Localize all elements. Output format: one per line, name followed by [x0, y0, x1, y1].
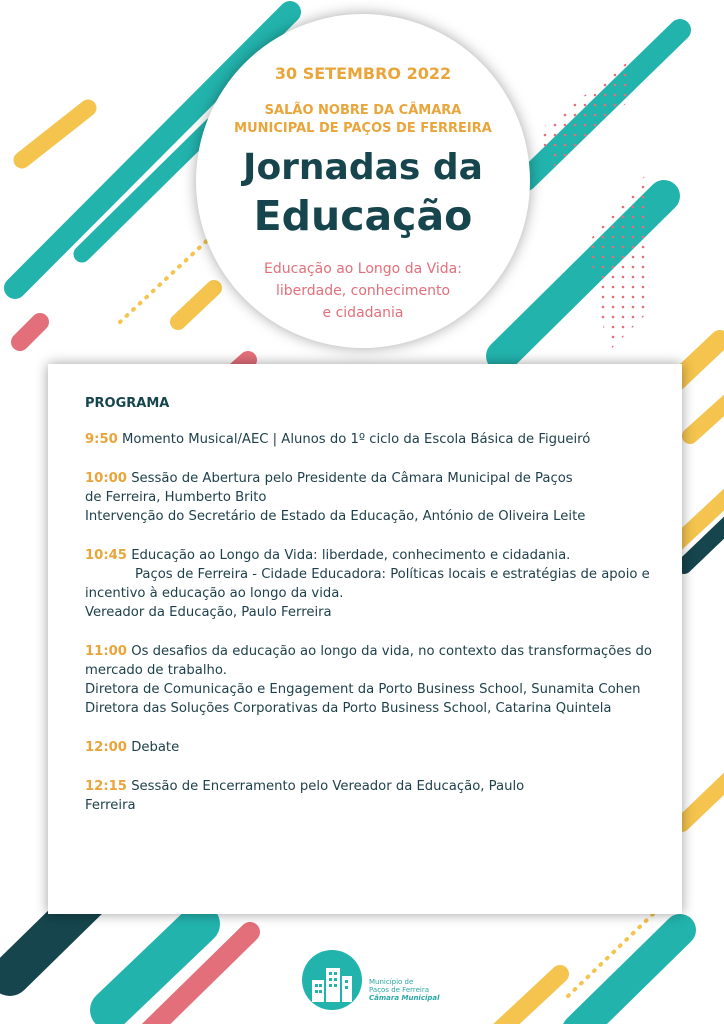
- theme-line: liberdade, conhecimento: [275, 283, 451, 299]
- program-item: [85, 469, 652, 526]
- item-main: [85, 738, 652, 757]
- item-time: 12:15: [85, 779, 127, 794]
- event-date: 30 SETEMBRO 2022: [274, 64, 452, 83]
- item-main: [85, 642, 652, 680]
- event-title: [196, 144, 530, 240]
- deco-dots: [588, 172, 648, 352]
- item-detail: Paços de Ferreira - Cidade Educadora: Políticas locais e estratégias de apoio e incentivo à educação ao longo da vida.: [85, 567, 650, 601]
- item-detail: Diretora de Comunicação e Engagement da Porto Business School, Sunamita Cohen: [85, 682, 641, 697]
- item-time: 11:00: [85, 644, 127, 659]
- logo-line: Município de: [369, 978, 414, 986]
- deco-stripe: [20, 322, 40, 342]
- item-detail: Diretora das Soluções Corporativas da Porto Business School, Catarina Quintela: [85, 701, 612, 716]
- deco-dots: [540, 60, 630, 170]
- item-time: 12:00: [85, 740, 127, 755]
- item-main: [85, 546, 652, 565]
- item-time: 9:50: [85, 432, 118, 447]
- program-item: [85, 642, 652, 718]
- program-item: [85, 777, 652, 815]
- theme-line: e cidadania: [322, 305, 404, 321]
- item-detail: Intervenção do Secretário de Estado da Educação, António de Oliveira Leite: [85, 509, 586, 524]
- deco-stripe: [682, 778, 724, 824]
- program-item: [85, 546, 652, 622]
- item-text: Sessão de Abertura pelo Presidente da Câmara Municipal de Paços de Ferreira, Humberto Brito: [85, 471, 573, 505]
- theme-line: Educação ao Longo da Vida:: [264, 261, 462, 277]
- deco-stripe: [500, 974, 560, 1024]
- program-box: [48, 364, 682, 914]
- item-text: Debate: [131, 740, 180, 755]
- header-circle: [196, 14, 530, 348]
- item-time: 10:00: [85, 471, 127, 486]
- event-theme: [196, 258, 530, 324]
- item-main: [85, 430, 652, 449]
- deco-stripe: [690, 400, 724, 436]
- program-item: [85, 430, 652, 449]
- item-main: [85, 777, 652, 815]
- program-heading: PROGRAMA: [85, 396, 170, 411]
- item-detail: Vereador da Educação, Paulo Ferreira: [85, 605, 332, 620]
- title-line: Jornadas da: [243, 147, 483, 188]
- item-text: Os desafios da educação ao longo da vida, no contexto das transformações do mercado de trabalho.: [85, 644, 652, 678]
- venue-line: MUNICIPAL DE PAÇOS DE FERREIRA: [234, 121, 492, 136]
- logo-line: Câmara Municipal: [369, 994, 440, 1002]
- item-time: 10:45: [85, 548, 127, 563]
- deco-stripe: [22, 108, 88, 160]
- logo-line: Paços de Ferreira: [369, 986, 430, 994]
- item-text: Sessão de Encerramento pelo Vereador da Educação, Paulo Ferreira: [85, 779, 525, 813]
- item-text: Educação ao Longo da Vida: liberdade, conhecimento e cidadania.: [131, 548, 571, 563]
- item-text: Momento Musical/AEC | Alunos do 1º ciclo da Escola Básica de Figueiró: [122, 432, 591, 447]
- item-main: [85, 469, 652, 507]
- logo-text: [369, 978, 440, 1002]
- venue-line: SALÃO NOBRE DA CÂMARA: [264, 103, 462, 118]
- program-item: [85, 738, 652, 757]
- title-line: Educação: [253, 192, 473, 240]
- event-venue: [196, 102, 530, 138]
- deco-stripe: [578, 930, 680, 1024]
